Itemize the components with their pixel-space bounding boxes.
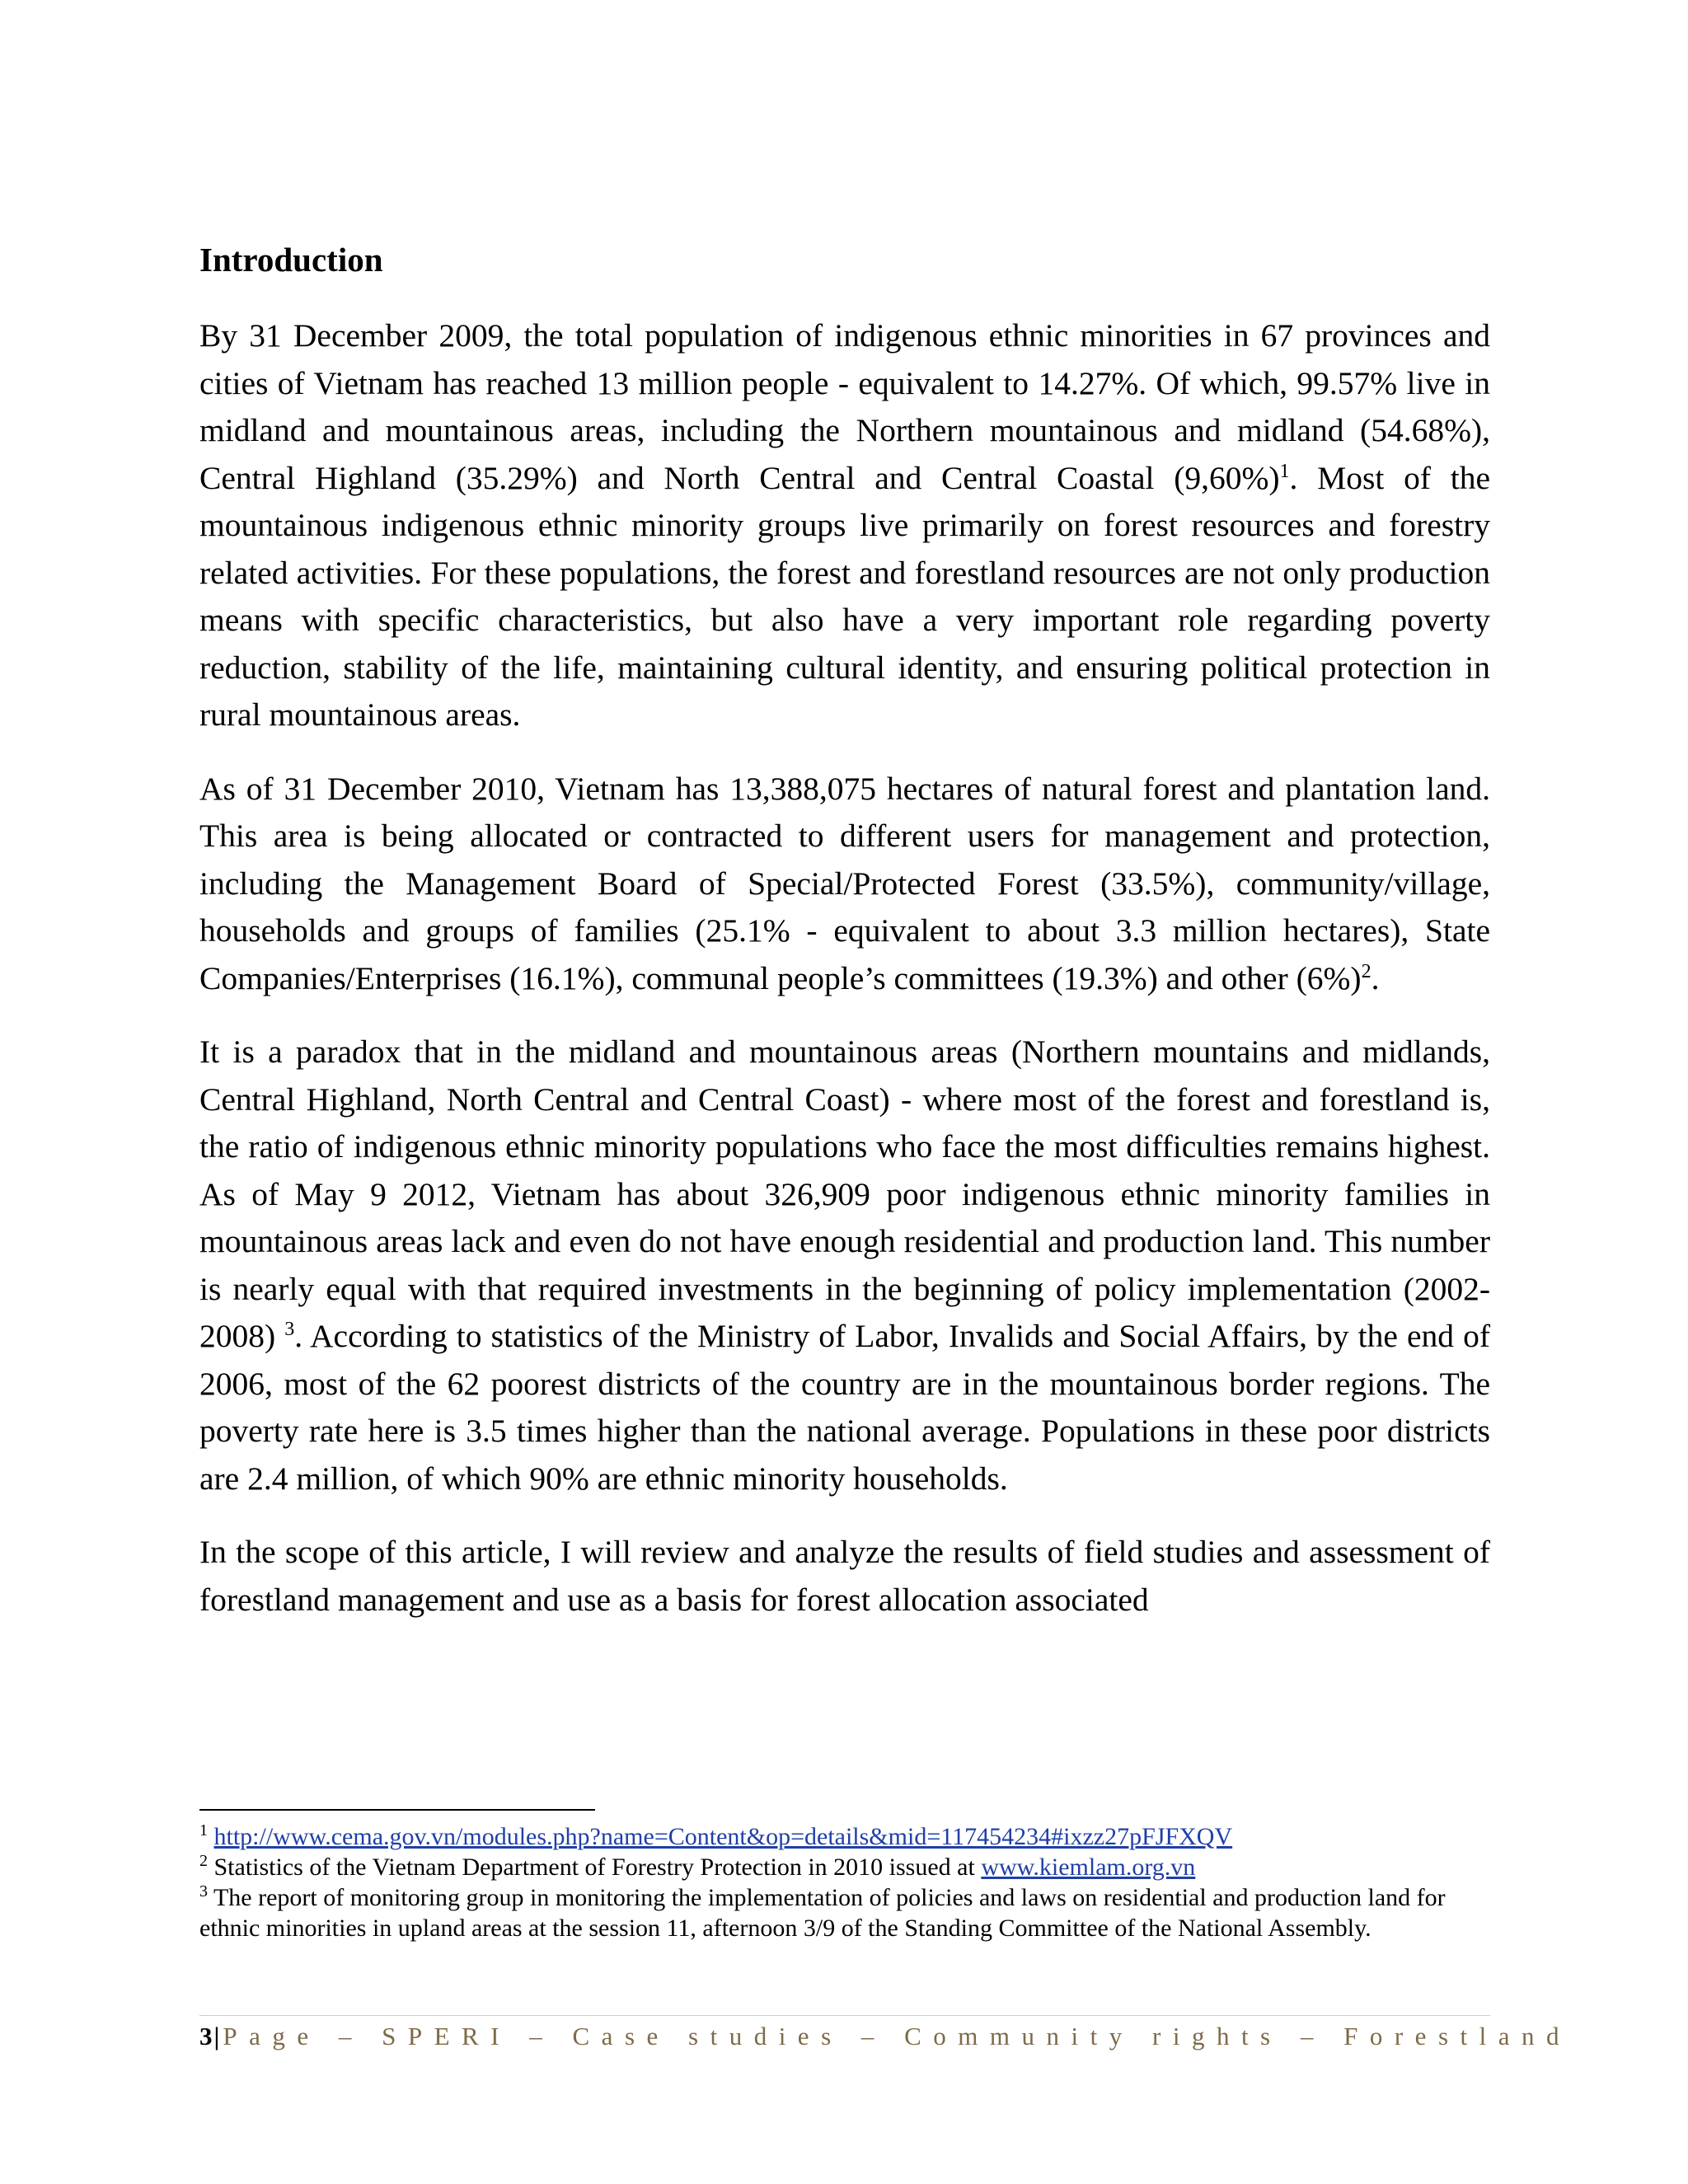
- footnote-2-text: Statistics of the Vietnam Department of Forestry Protection in 2010 issued at: [208, 1854, 982, 1881]
- page-footer: [199, 2018, 1571, 2055]
- footer-divider: [199, 2015, 1490, 2016]
- paragraph-3: [199, 1029, 1490, 1502]
- paragraph-1: [199, 312, 1490, 739]
- footnote-ref-1[interactable]: 1: [1279, 460, 1290, 482]
- page-body: [199, 235, 1490, 1650]
- footnote-3: [199, 1882, 1490, 1943]
- paragraph-1-text-b: . Most of the mountainous indigenous ethnic minority groups live primarily on forest resources and forestry related activities. For these populations, the forest and forestland resources are not only production means with specific characteristics, but also have a very important role regarding poverty reduction, stability of the life, maintaining cultural identity, and ensuring political protection in rural mountainous areas.: [199, 459, 1490, 733]
- footnote-1-number: 1: [199, 1821, 208, 1840]
- footnote-2-link[interactable]: www.kiemlam.org.vn: [981, 1854, 1196, 1881]
- footnote-3-number: 3: [199, 1882, 208, 1900]
- footnote-ref-2[interactable]: 2: [1361, 960, 1372, 982]
- paragraph-4: In the scope of this article, I will review and analyze the results of field studies and assessment of forestland management and use as a basis for forest allocation associated: [199, 1534, 1490, 1618]
- footnote-1-link[interactable]: http://www.cema.gov.vn/modules.php?name=Content&op=details&mid=117454234#ixzz27pFJFXQV: [213, 1823, 1233, 1850]
- footnote-ref-3[interactable]: 3: [284, 1318, 295, 1340]
- footnote-divider: [199, 1809, 595, 1811]
- paragraph-3-text-a: It is a paradox that in the midland and mountainous areas (Northern mountains and midlands, Central Highland, North Central and Central Coast) - where most of the forest and forestland is, the ratio of indigenous ethnic minority populations who face the most difficulties remains highest. As of May 9 2012, Vietnam has about 326,909 poor indigenous ethnic minority families in mountainous areas lack and even do not have enough residential and production land. This number is nearly equal with that required investments in the beginning of policy implementation (2002-2008): [199, 1033, 1490, 1354]
- footnote-3-text: The report of monitoring group in monitoring the implementation of policies and laws on residential and production land for ethnic minorities in upland areas at the session 11, afternoon 3/9 of the Standing Committee of the National Assembly.: [199, 1884, 1446, 1942]
- page-number: 3: [199, 2022, 213, 2050]
- footer-text: Page – SPERI – Case studies – Community rights – Forestland: [223, 2022, 1571, 2050]
- footnote-2-number: 2: [199, 1852, 208, 1870]
- paragraph-2-text-a: As of 31 December 2010, Vietnam has 13,388,075 hectares of natural forest and plantation land. This area is being allocated or contracted to different users for management and protection, including the Management Board of Special/Protected Forest (33.5%), community/village, households and groups of families (25.1% - equivalent to about 3.3 million hectares), State Companies/Enterprises (16.1%), communal people’s committees (19.3%) and other (6%): [199, 770, 1490, 996]
- paragraph-2-text-b: .: [1371, 959, 1380, 996]
- paragraph-1-text-a: By 31 December 2009, the total population of indigenous ethnic minorities in 67 provinces and cities of Vietnam has reached 13 million people - equivalent to 14.27%. Of which, 99.57% live in midland and mountainous areas, including the Northern mountainous and midland (54.68%), Central Highland (35.29%) and North Central and Central Coastal (9,60%): [199, 317, 1490, 496]
- footnote-1: [199, 1821, 1490, 1852]
- footer-separator: |: [213, 2022, 220, 2050]
- paragraph-2: [199, 766, 1490, 1003]
- footnotes: [199, 1821, 1490, 1943]
- footnote-2: [199, 1852, 1490, 1882]
- paragraph-3-text-b: . According to statistics of the Ministry of Labor, Invalids and Social Affairs, by the end of 2006, most of the 62 poorest districts of the country are in the mountainous border regions. The poverty rate here is 3.5 times higher than the national average. Populations in these poor districts are 2.4 million, of which 90% are ethnic minority households.: [199, 1318, 1490, 1497]
- section-heading: Introduction: [199, 241, 383, 279]
